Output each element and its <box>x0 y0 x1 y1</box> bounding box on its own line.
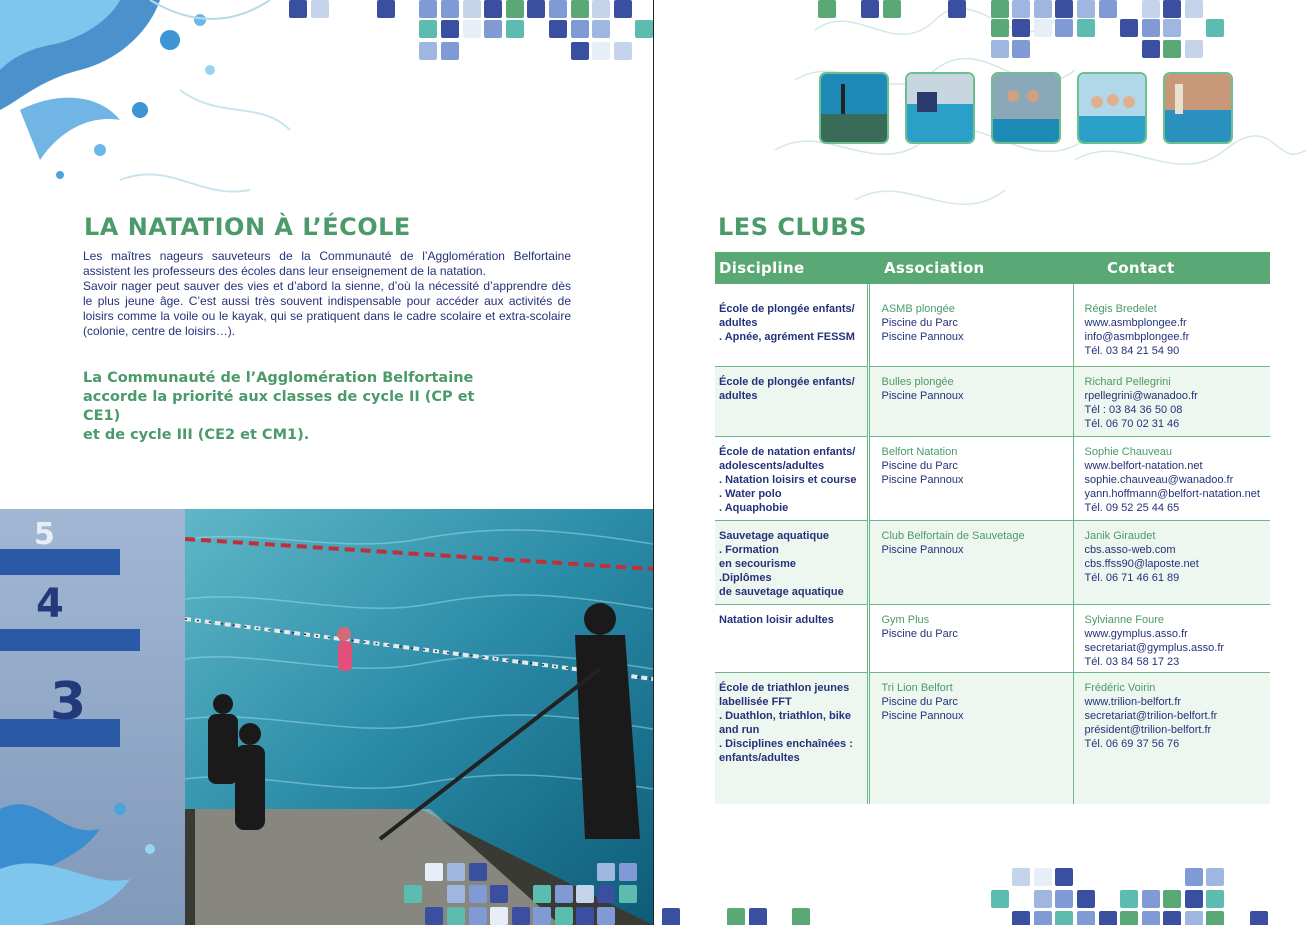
highlight-line: La Communauté de l’Agglomération Belfortaine <box>83 370 474 386</box>
thumbnail-photo <box>1077 72 1147 144</box>
highlight-line: et de cycle III (CE2 et CM1). <box>83 427 310 443</box>
association-cell <box>868 284 1073 366</box>
discipline-cell <box>715 604 868 672</box>
discipline-line: enfants/adultes <box>719 751 800 764</box>
discipline-line: de sauvetage aquatique <box>719 585 844 598</box>
column-header-discipline: Discipline <box>715 252 868 284</box>
discipline-cell <box>715 436 868 520</box>
discipline-line: . Disciplines enchaînées : <box>719 737 853 750</box>
discipline-line: . Aquaphobie <box>719 501 789 514</box>
contact-cell <box>1073 436 1270 520</box>
decorative-tiles-top-right <box>655 0 1306 62</box>
contact-detail: président@trilion-belfort.fr <box>1084 723 1212 736</box>
table-row <box>715 436 1270 520</box>
association-cell <box>868 672 1073 804</box>
association-cell <box>868 366 1073 436</box>
contact-cell <box>1073 520 1270 604</box>
discipline-line: Sauvetage aquatique <box>719 529 830 542</box>
venue-name: Piscine du Parc <box>881 317 958 329</box>
contact-detail: Tél. 03 84 21 54 90 <box>1084 345 1180 357</box>
thumbnail-photo <box>819 72 889 144</box>
decorative-tiles-bottom-right <box>655 866 1306 925</box>
venue-name: Piscine du Parc <box>881 627 958 640</box>
photo-thumbnails <box>819 72 1239 144</box>
discipline-line: en secourisme <box>719 557 797 570</box>
table-row <box>715 520 1270 604</box>
association-cell <box>868 604 1073 672</box>
lane-number: 4 <box>36 581 64 627</box>
contact-cell <box>1073 672 1270 804</box>
contact-detail: www.trilion-belfort.fr <box>1084 695 1182 708</box>
discipline-line: École de triathlon jeunes <box>719 681 850 694</box>
thumbnail-photo <box>905 72 975 144</box>
venue-name: Piscine Pannoux <box>881 709 964 722</box>
contact-cell <box>1073 604 1270 672</box>
contact-detail: www.belfort-natation.net <box>1084 459 1203 472</box>
discipline-cell <box>715 284 868 366</box>
venue-name: Piscine Pannoux <box>881 543 964 556</box>
contact-detail: secretariat@gymplus.asso.fr <box>1084 641 1225 654</box>
venue-name: Piscine du Parc <box>881 459 958 472</box>
intro-text <box>83 249 571 339</box>
contact-detail: Tél. 06 71 46 61 89 <box>1084 571 1180 584</box>
contact-detail: Tél : 03 84 36 50 08 <box>1084 403 1183 416</box>
discipline-line: École de natation enfants/ <box>719 445 856 458</box>
discipline-line: adultes <box>719 317 758 329</box>
table-header-row <box>715 252 1270 284</box>
discipline-cell <box>715 672 868 804</box>
discipline-line: . Formation <box>719 543 779 556</box>
discipline-line: Natation loisir adultes <box>719 613 834 626</box>
discipline-line: and run <box>719 723 760 736</box>
venue-name: Piscine du Parc <box>881 695 958 708</box>
table-row <box>715 604 1270 672</box>
association-name: Gym Plus <box>881 613 930 626</box>
venue-name: Piscine Pannoux <box>881 331 964 343</box>
association-name: Tri Lion Belfort <box>881 681 953 694</box>
intro-paragraph-2: Savoir nager peut sauver des vies et d’abord la sienne, d’où la nécessité d’apprendre dès le plus jeune âge. C’est aussi très souvent indispensable pour accéder aux activités de loisirs comme la voile ou le kayak, qui se pratiquent dans le cadre scolaire et extra-scolaire (colonie, centre de loisirs…). <box>83 279 571 338</box>
highlight-line: accorde la priorité aux classes de cycle II (CP et CE1) <box>83 389 475 424</box>
contact-name: Richard Pellegrini <box>1084 375 1171 388</box>
contact-detail: cbs.asso-web.com <box>1084 543 1176 556</box>
contact-name: Sophie Chauveau <box>1084 445 1172 458</box>
contact-detail: Tél. 03 84 58 17 23 <box>1084 655 1180 668</box>
contact-detail: yann.hoffmann@belfort-natation.net <box>1084 487 1260 500</box>
contact-name: Régis Bredelet <box>1084 303 1157 315</box>
page-title-natation-ecole: LA NATATION À L’ÉCOLE <box>84 213 411 241</box>
page-title-les-clubs: LES CLUBS <box>718 213 867 241</box>
contact-detail: secretariat@trilion-belfort.fr <box>1084 709 1218 722</box>
discipline-line: . Water polo <box>719 487 782 500</box>
discipline-line: École de plongée enfants/ <box>719 375 855 388</box>
association-name: Bulles plongée <box>881 375 954 388</box>
table-row <box>715 284 1270 366</box>
table-row <box>715 366 1270 436</box>
lane-number: 3 <box>50 672 87 732</box>
association-name: ASMB plongée <box>881 303 955 315</box>
discipline-line: . Natation loisirs et course <box>719 473 857 486</box>
decorative-tiles-top-left <box>0 0 653 70</box>
association-cell <box>868 520 1073 604</box>
discipline-line: . Duathlon, triathlon, bike <box>719 709 851 722</box>
contact-detail: www.asmbplongee.fr <box>1084 317 1187 329</box>
decorative-tiles-bottom-left <box>0 860 653 925</box>
discipline-line: labellisée FFT <box>719 695 792 708</box>
contact-cell <box>1073 366 1270 436</box>
contact-detail: rpellegrini@wanadoo.fr <box>1084 389 1198 402</box>
association-name: Belfort Natation <box>881 445 958 458</box>
discipline-line: adultes <box>719 389 758 402</box>
contact-detail: sophie.chauveau@wanadoo.fr <box>1084 473 1234 486</box>
discipline-cell <box>715 366 868 436</box>
discipline-line: .Diplômes <box>719 571 772 584</box>
table-row <box>715 672 1270 804</box>
column-header-association: Association <box>868 252 1073 284</box>
discipline-line: École de plongée enfants/ <box>719 303 855 315</box>
discipline-line: adolescents/adultes <box>719 459 825 472</box>
column-header-contact: Contact <box>1073 252 1270 284</box>
association-cell <box>868 436 1073 520</box>
highlight-text <box>83 369 503 445</box>
thumbnail-photo <box>991 72 1061 144</box>
right-page <box>655 0 1306 925</box>
contact-name: Sylvianne Foure <box>1084 613 1164 626</box>
thumbnail-photo <box>1163 72 1233 144</box>
contact-detail: Tél. 06 70 02 31 46 <box>1084 417 1180 430</box>
discipline-line: . Apnée, agrément FESSM <box>719 331 855 343</box>
intro-paragraph-1: Les maîtres nageurs sauveteurs de la Communauté de l’Agglomération Belfortaine assistent les professeurs des écoles dans leur enseignement de la natation. <box>83 249 571 278</box>
page-fold <box>653 0 654 925</box>
contact-detail: cbs.ffss90@laposte.net <box>1084 557 1199 570</box>
contact-name: Frédéric Voirin <box>1084 681 1156 694</box>
contact-detail: Tél. 06 69 37 56 76 <box>1084 737 1180 750</box>
venue-name: Piscine Pannoux <box>881 389 964 402</box>
lane-number: 5 <box>34 517 55 552</box>
clubs-table <box>715 252 1270 804</box>
association-name: Club Belfortain de Sauvetage <box>881 529 1025 542</box>
contact-name: Janik Giraudet <box>1084 529 1156 542</box>
discipline-cell <box>715 520 868 604</box>
contact-detail: www.gymplus.asso.fr <box>1084 627 1188 640</box>
contact-detail: info@asmbplongee.fr <box>1084 331 1190 343</box>
contact-cell <box>1073 284 1270 366</box>
venue-name: Piscine Pannoux <box>881 473 964 486</box>
contact-detail: Tél. 09 52 25 44 65 <box>1084 501 1180 514</box>
